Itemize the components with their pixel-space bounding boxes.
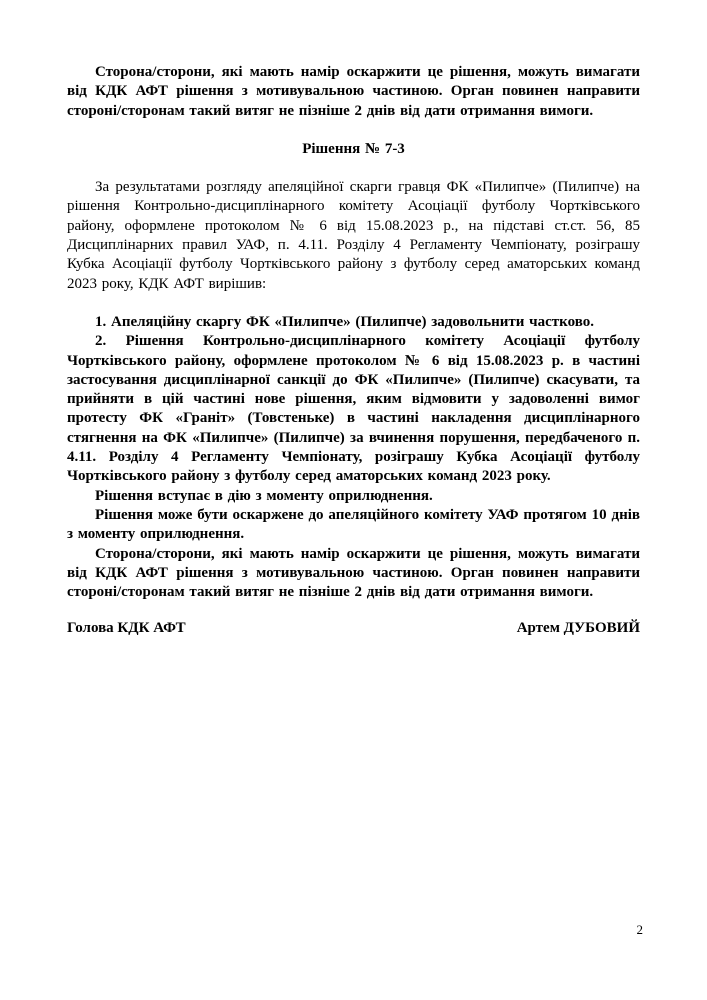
paragraph-appeal-notice-top: Сторона/сторони, які мають намір оскаржити це рішення, можуть вимагати від КДК АФТ рішення з мотивувальною частиною. Орган повинен направити стороні/сторонам такий витяг не пізніше 2 днів від дати отримання вимоги. xyxy=(67,64,640,119)
signature-name: Артем ДУБОВИЙ xyxy=(516,620,640,637)
decision-item-2: 2. Рішення Контрольно-дисциплінарного комітету Асоціації футболу Чортківського району, оформлене протоколом № 6 від 15.08.2023 р. в частині застосування дисциплінарної санкції до ФК «Пилипче» (Пилипче) скасувати, та прийняти в цій частині нове рішення, яким відмовити у задоволенні вимог протесту ФК «Граніт» (Товстеньке) в частині накладення дисциплінарного стягнення на ФК «Пилипче» (Пилипче) за вчинення порушення, передбаченого п. 4.11. Розділу 4 Регламенту Чемпіонату, розіграшу Кубка Асоціації футболу Чортківського району з футболу серед аматорських команд 2023 року. xyxy=(67,333,640,485)
paragraph-appeal-period: Рішення може бути оскаржене до апеляційного комітету УАФ протягом 10 днів з моменту оприлюднення. xyxy=(67,506,640,543)
signature-title: Голова КДК АФТ xyxy=(67,620,186,637)
paragraph-effective-date: Рішення вступає в дію з моменту оприлюднення. xyxy=(95,487,433,504)
document-content xyxy=(67,63,640,639)
page-number: 2 xyxy=(636,922,643,937)
paragraph-appeal-notice-bottom: Сторона/сторони, які мають намір оскаржити це рішення, можуть вимагати від КДК АФТ рішення з мотивувальною частиною. Орган повинен направити стороні/сторонам такий витяг не пізніше 2 днів від дати отримання вимоги. xyxy=(67,545,640,601)
decision-item-1: 1. Апеляційну скаргу ФК «Пилипче» (Пилипче) задовольнити частково. xyxy=(95,313,594,330)
paragraph-preamble: За результатами розгляду апеляційної скарги гравця ФК «Пилипче» (Пилипче) на рішення Контрольно-дисциплінарного комітету Асоціації футболу Чортківського району, оформлене протоколом № 6 від 15.08.2023 р., на підставі ст.ст. 56, 85 Дисциплінарних правил УАФ, п. 4.11. Розділу 4 Регламенту Чемпіонату, розіграшу Кубка Асоціації футболу Чортківського району з футболу серед аматорських команд 2023 року, КДК АФТ вирішив: xyxy=(67,179,640,292)
decision-heading: Рішення № 7-3 xyxy=(302,140,405,157)
signature-row xyxy=(67,619,640,638)
